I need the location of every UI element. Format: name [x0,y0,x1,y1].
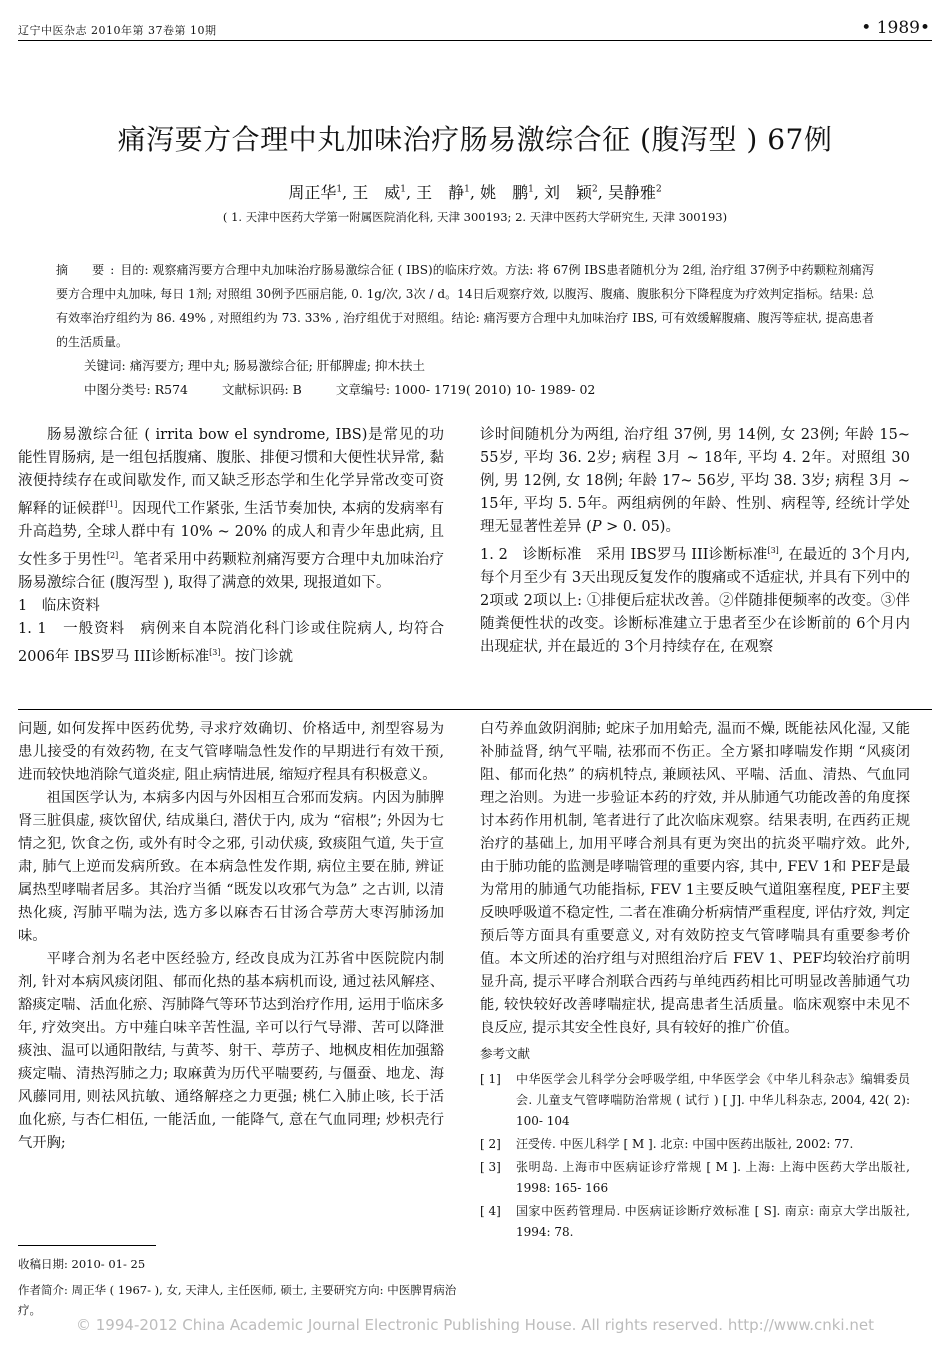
abstract-label: 摘 要: [56,263,121,277]
reference-list [480,1069,910,1243]
paragraph: 平哮合剂为名老中医经验方, 经改良成为江苏省中医院院内制剂, 针对本病风痰闭阻、郁而化热的基本病机而设, 通过祛风解痉、豁痰定喘、活血化瘀、泻肺降气等环节达到治疗作用, 运用于临床多年, 疗效突出。方中薤白味辛苦性温, 辛可以行气导滞、苦可以降泄痰浊、温可以通阳散结, 与黄芩、射干、葶苈子、地枫皮相佐加强豁痰定喘、清热泻肺之力; 取麻黄为历代平喘要药, 与僵蚕、地龙、海风藤同用, 则祛风抗敏、通络解痉之力更强; 桃仁入肺止咳, 长于活血化瘀, 与杏仁相伍, 一能活血, 一能降气, 意在气血同理; 炒枳壳行气开胸; [18,951,444,1151]
subsection-heading: 1. 1 一般资料 [18,620,126,637]
footnote-rule [18,1245,156,1246]
lower-left-column [18,718,444,1155]
references-title: 参考文献 [480,1046,531,1061]
received-date: 收稿日期: 2010- 01- 25 [18,1257,146,1271]
classification-line: 中图分类号: R574 文献标识码: B 文章编号: 1000- 1719( 2010) 10- 1989- 02 [84,382,596,397]
article-number: 1000- 1719( 2010) 10- 1989- 02 [394,382,596,397]
page-number: • 1989• [861,18,930,38]
paragraph: 问题, 如何发挥中医药优势, 寻求疗效确切、价格适中, 剂型容易为患儿接受的有效药物, 在支气管哮喘急性发作的早期进行有效干预, 进而较快地消除气道炎症, 阻止病情进展, 缩短疗程具有积极意义。 [18,721,444,783]
paragraph: 祖国医学认为, 本病多内因与外因相互合邪而发病。内因为肺脾肾三脏俱虚, 痰饮留伏, 结成巢臼, 潜伏于内, 成为 “宿根”; 外因为七情之犯, 饮食之伤, 或外有时令之邪, 引动伏痰, 致痰阻气道, 失于宣肃, 肺气上逆而发病所致。在本病急性发作期, 病位主要在肺, 辨证属热型哮喘者居多。其治疗当循 “既发以攻邪气为急” 之古训, 以清热化痰, 泻肺平喘为法, 选方多以麻杏石甘汤合葶苈大枣泻肺汤加味。 [18,790,444,944]
author: 周正华$^1$ [288,183,343,202]
subsection-heading: 1. 2 诊断标准 [480,546,582,563]
header-rule [18,40,932,41]
upper-left-column [18,424,444,668]
reference-item: [ 1] 中华医学会儿科学分会呼吸学组, 中华医学会《中华儿科杂志》编辑委员会. 儿童支气管哮喘防治常规 ( 试行 ) [ J]. 中华儿科杂志, 2004, 42( 2): 100- 104 [480,1072,910,1128]
journal-header: 辽宁中医杂志 2010年第 37卷第 10期 [18,24,217,37]
author-list: 周正华$^1$, 王 威$^1$, 王 静$^1$, 姚 鹏$^1$, 刘 颖$^2$, 吴静雅$^2$ [288,183,662,202]
affiliation: ( 1. 天津中医药大学第一附属医院消化科, 天津 300193; 2. 天津中医药大学研究生, 天津 300193) [222,210,728,224]
copyright-watermark: © 1994-2012 China Academic Journal Electronic Publishing House. All rights reserved. http://www.cnki.net [76,1316,874,1334]
author: 王 威$^1$ [352,183,406,202]
reference-item: [ 2] 汪受传. 中医儿科学 [ M ]. 北京: 中国中医药出版社, 2002: 77. [480,1137,854,1151]
keywords: 痛泻要方; 理中丸; 肠易激综合征; 肝郁脾虚; 抑木扶土 [129,358,425,373]
section-divider [18,709,932,710]
abstract [56,258,874,354]
lower-right-column [480,718,910,1245]
author: 姚 鹏$^1$ [480,183,534,202]
intro-paragraph: 肠易激综合征 ( irrita bow el syndrome, IBS)是常见的功能性胃肠病, 是一组包括腹痛、腹胀、排便习惯和大便性状异常, 黏液便持续存在或间歇发作, 而又缺乏形态学和生化学异常改变可资解释的证候群[1]。因现代工作紧张, 生活节奏加快, 本病的发病率有升高趋势, 全球人群中有 10% ~ 20% 的成人和青少年患此病, 且女性多于男性[2]。笔者采用中药颗粒剂痛泻要方合理中丸加味治疗肠易激综合征 (腹泻型 ), 取得了满意的效果, 现报道如下。 [18,427,445,591]
abstract-text: 目的: 观察痛泻要方合理中丸加味治疗肠易激综合征 ( IBS)的临床疗效。方法: 将 67例 IBS患者随机分为 2组, 治疗组 37例予中药颗粒剂痛泻要方合理中丸加味, 每日 1剂; 对照组 30例予匹丽启能, 0. 1g/次, 3次 / d。14日后观察疗效, 以腹泻、腹痛、腹胀积分下降程度为疗效判定指标。结果: 总有效率治疗组约为 86. 49% , 对照组约为 73. 33% , 治疗组优于对照组。结论: 痛泻要方合理中丸加味治疗 IBS, 可有效缓解腹痛、腹泻等症状, 提高患者的生活质量。 [56,263,874,349]
reference-item: [ 3] 张明岛. 上海市中医病证诊疗常规 [ M ]. 上海: 上海中医药大学出版社, 1998: 165- 166 [480,1160,910,1195]
upper-right-column [480,424,910,659]
paragraph: 诊时间随机分为两组, 治疗组 37例, 男 14例, 女 23例; 年龄 15~ 55岁, 平均 36. 2岁; 病程 3月 ~ 18年, 平均 4. 2年。对照组 30例, 男 12例, 女 18例; 年龄 17~ 56岁, 平均 38. 3岁; 病程 3月 ~ 15年, 平均 5. 5年。两组病例的年龄、性别、病程等, 经统计学处理无显著性差异 (P > 0. 05)。 [480,427,910,535]
section-paragraph: 1. 1 一般资料 病例来自本院消化科门诊或住院病人, 均符合 2006年 IBS罗马 III诊断标准[3]。按门诊就 [18,620,445,665]
section-heading: 1 临床资料 [18,597,100,614]
author: 王 静$^1$ [416,183,470,202]
section-paragraph: 1. 2 诊断标准 采用 IBS罗马 III诊断标准[3], 在最近的 3个月内, 每个月至少有 3天出现反复发作的腹痛或不适症状, 并具有下列中的 2项或 2项以上: ①排便后症状改善。②伴随排便频率的改变。③伴随粪便性状的改变。诊断标准建立于患者至少在诊断前的 6个月内出现症状, 并在最近的 3个月持续存在, 在观察 [480,546,910,655]
author: 刘 颖$^2$ [544,183,598,202]
clc-number: R574 [154,382,188,397]
keywords-line: 关键词: 痛泻要方; 理中丸; 肠易激综合征; 肝郁脾虚; 抑木扶土 [84,358,425,373]
author-bio: 作者简介: 周正华 ( 1967- ), 女, 天津人, 主任医师, 硕士, 主要研究方向: 中医脾胃病治疗。 [18,1283,457,1317]
author: 吴静雅$^2$ [607,183,662,202]
reference-item: [ 4] 国家中医药管理局. 中医病证诊断疗效标准 [ S]. 南京: 南京大学出版社, 1994: 78. [480,1204,910,1239]
article-title: 痛泻要方合理中丸加味治疗肠易激综合征 (腹泻型 ) 67例 [117,123,833,156]
document-code: B [292,382,302,397]
paragraph: 白芍养血敛阴润肺; 蛇床子加用蛤壳, 温而不燥, 既能祛风化湿, 又能补肺益肾, 纳气平喘, 祛邪而不伤正。全方紧扣哮喘发作期 “风痰闭阻、郁而化热” 的病机特点, 兼顾祛风、平喘、活血、清热、气血同理之治则。为进一步验证本药的疗效, 并从肺通气功能改善的角度探讨本药作用机制, 笔者进行了此次临床观察。结果表明, 在西药正规治疗的基础上, 加用平哮合剂具有更为突出的抗炎平喘疗效。此外, 由于肺功能的监测是哮喘管理的重要内容, 其中, FEV 1和 PEF是最为常用的肺通气功能指标, FEV 1主要反映气道阻塞程度, PEF主要反映呼吸道不稳定性, 二者在准确分析病情严重程度, 评估疗效, 判定预后等方面具有重要意义, 对有效防控支气管哮喘具有重要参考价值。本文所述的治疗组与对照组治疗后 FEV 1、PEF均较治疗前明显升高, 提示平哮合剂联合西药与单纯西药相比可明显改善肺通气功能, 较快较好改善哮喘症状, 提高患者生活质量。临床观察中未见不良反应, 提示其安全性良好, 具有较好的推广价值。 [480,721,910,1036]
